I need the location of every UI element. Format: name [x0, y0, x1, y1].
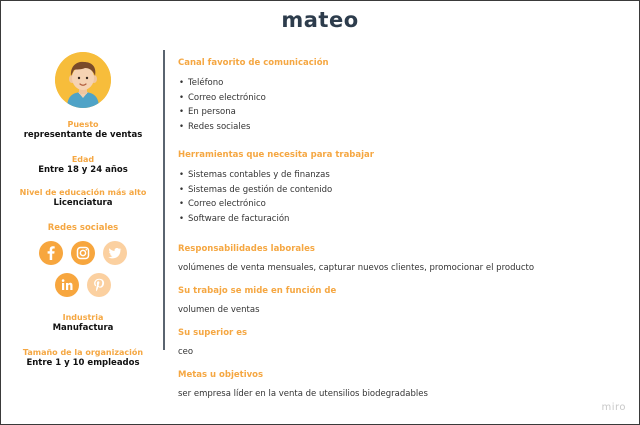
responsabilidades-text: volúmenes de venta mensuales, capturar nuevos clientes, promocionar el producto	[178, 262, 535, 273]
list-item: • Teléfono	[178, 76, 618, 91]
edad-value: Entre 18 y 24 años	[38, 165, 128, 175]
instagram-icon[interactable]	[71, 241, 95, 265]
tamano-label: Tamaño de la organización	[22, 348, 144, 357]
herramientas-title: Herramientas que necesita para trabajar	[178, 149, 374, 160]
herramientas-list	[178, 168, 618, 227]
list-item: • Correo electrónico	[178, 91, 618, 106]
responsabilidades-title: Responsabilidades laborales	[178, 243, 315, 254]
list-item: • Redes sociales	[178, 120, 618, 135]
list-item: • En persona	[178, 105, 618, 120]
facebook-icon[interactable]	[39, 241, 63, 265]
puesto-value: representante de ventas	[23, 130, 143, 140]
edad-label: Edad	[71, 155, 95, 164]
metas-text: ser empresa líder en la venta de utensilios biodegradables	[178, 388, 428, 399]
profile-column	[8, 52, 158, 369]
educacion-label: Nivel de educación más alto	[19, 188, 147, 197]
superior-title: Su superior es	[178, 327, 248, 338]
details-column	[178, 58, 618, 400]
social-row-1	[8, 241, 158, 265]
superior-text: ceo	[178, 346, 194, 357]
canal-title: Canal favorito de comunicación	[178, 58, 329, 68]
redes-label: Redes sociales	[47, 223, 119, 233]
canal-list	[178, 76, 618, 135]
list-item: • Sistemas de gestión de contenido	[178, 183, 618, 198]
industria-label: Industria	[62, 313, 104, 322]
puesto-label: Puesto	[67, 120, 99, 129]
boy-avatar-icon	[55, 52, 111, 108]
avatar	[55, 52, 111, 108]
medicion-text: volumen de ventas	[178, 304, 260, 315]
twitter-icon[interactable]	[103, 241, 127, 265]
social-row-2	[8, 273, 158, 297]
linkedin-icon[interactable]	[55, 273, 79, 297]
pinterest-icon[interactable]	[87, 273, 111, 297]
list-item: • Sistemas contables y de finanzas	[178, 168, 618, 183]
industria-value: Manufactura	[52, 323, 114, 333]
list-item: • Software de facturación	[178, 212, 618, 227]
tamano-value: Entre 1 y 10 empleados	[26, 358, 140, 368]
educacion-value: Licenciatura	[53, 198, 113, 208]
metas-title: Metas u objetivos	[178, 369, 264, 380]
column-divider	[163, 50, 165, 350]
list-item: • Correo electrónico	[178, 197, 618, 212]
persona-name: mateo	[281, 8, 359, 32]
medicion-title: Su trabajo se mide en función de	[178, 285, 337, 296]
miro-watermark: miro	[601, 402, 626, 413]
